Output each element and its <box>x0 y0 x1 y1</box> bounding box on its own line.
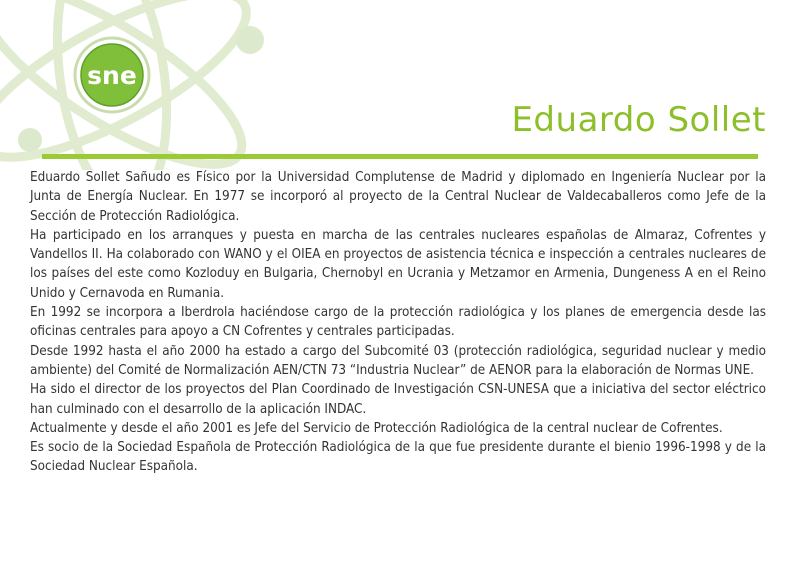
bio-paragraph: Eduardo Sollet Sañudo es Físico por la Universidad Complutense de Madrid y diplomado en Ingeniería Nuclear por la Junta de Energía Nuclear. En 1977 se incorporó al proyecto de la Central Nuclear de Valdecaballeros como Jefe de la Sección de Protección Radiológica. <box>30 170 766 224</box>
atom-logo-icon <box>0 0 320 170</box>
logo <box>0 0 320 170</box>
biography <box>30 168 766 477</box>
bio-paragraph: Actualmente y desde el año 2001 es Jefe del Servicio de Protección Radiológica de la central nuclear de Cofrentes. <box>30 420 723 436</box>
bio-paragraph: Ha sido el director de los proyectos del Plan Coordinado de Investigación CSN-UNESA que a iniciativa del sector eléctrico han culminado con el desarrollo de la aplicación INDAC. <box>30 382 766 417</box>
bio-paragraph: Ha participado en los arranques y puesta en marcha de las centrales nucleares españolas de Almaraz, Cofrentes y Vandellos II. Ha colaborado con WANO y el OIEA en proyectos de asistencia técnica e inspección a centrales nucleares de los países del este como Kozloduy en Bulgaria, Chernobyl en Ucrania y Metzamor en Armenia, Dungeness A en el Reino Unido y Cernavoda en Rumania. <box>30 227 766 301</box>
bio-paragraph: En 1992 se incorpora a Iberdrola haciéndose cargo de la protección radiológica y los planes de emergencia desde las oficinas centrales para apoyo a CN Cofrentes y centrales participadas. <box>30 305 766 340</box>
title-divider <box>42 154 758 159</box>
bio-paragraph: Es socio de la Sociedad Española de Protección Radiológica de la que fue presidente durante el bienio 1996-1998 y de la Sociedad Nuclear Española. <box>30 440 766 475</box>
bio-paragraph: Desde 1992 hasta el año 2000 ha estado a cargo del Subcomité 03 (protección radiológica, seguridad nuclear y medio ambiente) del Comité de Normalización AEN/CTN 73 “Industria Nuclear” de AENOR para la elaboración de Normas UNE. <box>30 343 766 378</box>
logo-text: sne <box>87 61 137 90</box>
page-title: Eduardo Sollet <box>511 100 766 140</box>
